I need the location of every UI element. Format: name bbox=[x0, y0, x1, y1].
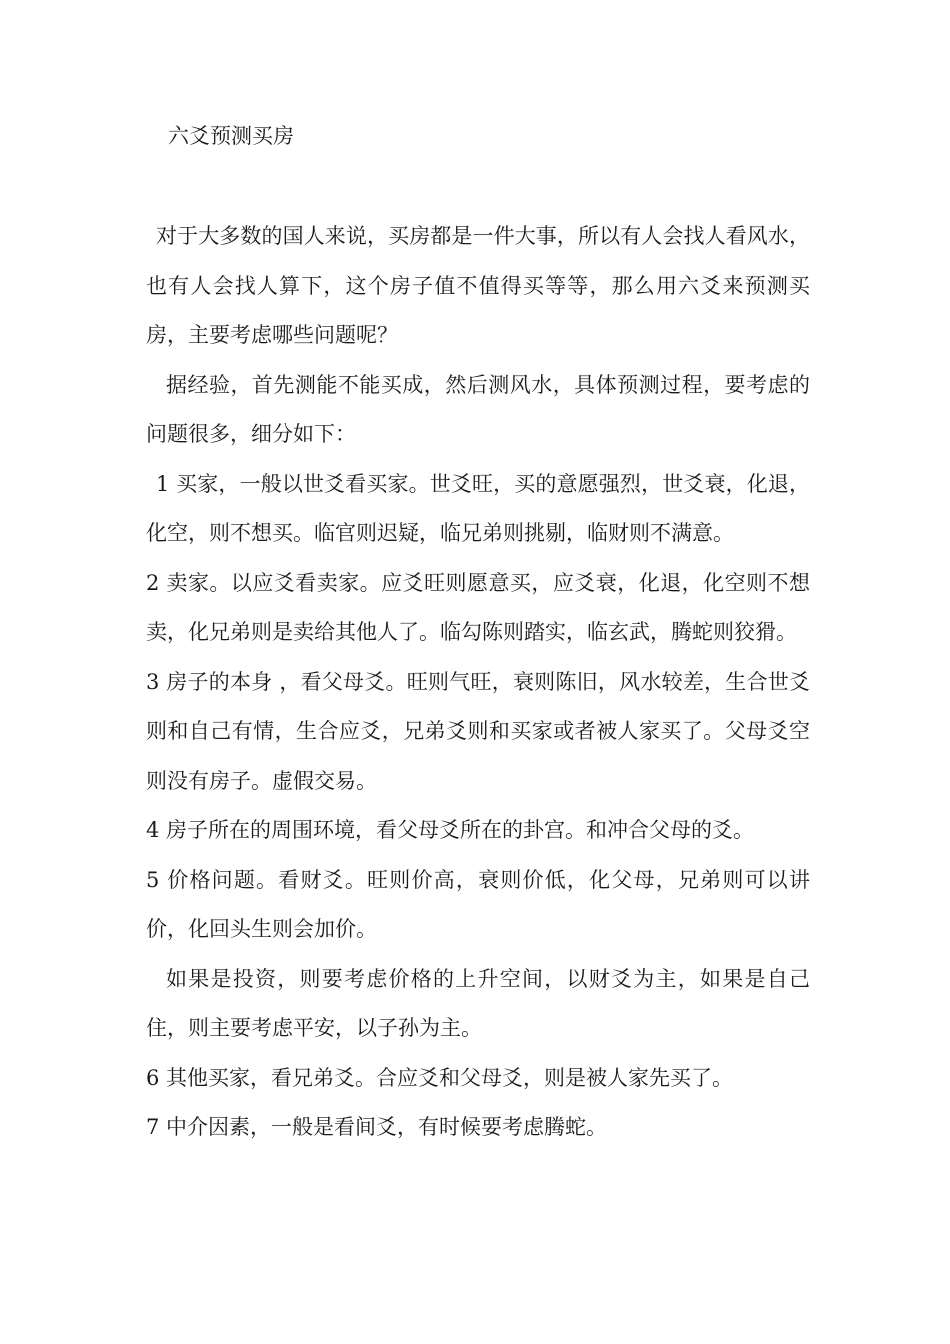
paragraph-item-4: 4 房子所在的周围环境，看父母爻所在的卦宫。和冲合父母的爻。 bbox=[146, 818, 755, 842]
paragraph-item-7: 7 中介因素，一般是看间爻，有时候要考虑腾蛇。 bbox=[146, 1115, 608, 1139]
document-title: 六爻预测买房 bbox=[168, 124, 294, 148]
document-body bbox=[146, 212, 810, 1153]
paragraph-intro: 对于大多数的国人来说，买房都是一件大事，所以有人会找人看风水，也有人会找人算下，这个房子值不值得买等等，那么用六爻来预测买房，主要考虑哪些问题呢？ bbox=[146, 224, 810, 347]
paragraph-item-5: 5 价格问题。看财爻。旺则价高，衰则价低，化父母，兄弟则可以讲价，化回头生则会加价。 bbox=[146, 867, 810, 941]
paragraph-experience: 据经验，首先测能不能买成，然后测风水，具体预测过程，要考虑的问题很多，细分如下： bbox=[146, 372, 810, 446]
paragraph-item-3: 3 房子的本身 ，看父母爻。旺则气旺，衰则陈旧，风水较差，生合世爻则和自己有情，生合应爻，兄弟爻则和买家或者被人家买了。父母爻空则没有房子。虚假交易。 bbox=[146, 669, 810, 793]
paragraph-item-1: 1 买家，一般以世爻看买家。世爻旺，买的意愿强烈，世爻衰，化退，化空，则不想买。临官则迟疑，临兄弟则挑剔，临财则不满意。 bbox=[146, 471, 810, 545]
paragraph-item-2: 2 卖家。以应爻看卖家。应爻旺则愿意买，应爻衰，化退，化空则不想卖，化兄弟则是卖给其他人了。临勾陈则踏实，临玄武，腾蛇则狡猾。 bbox=[146, 570, 810, 644]
paragraph-item-6: 6 其他买家，看兄弟爻。合应爻和父母爻，则是被人家先买了。 bbox=[146, 1065, 734, 1090]
paragraph-investment: 如果是投资，则要考虑价格的上升空间，以财爻为主，如果是自己住，则主要考虑平安，以子孙为主。 bbox=[146, 966, 810, 1040]
